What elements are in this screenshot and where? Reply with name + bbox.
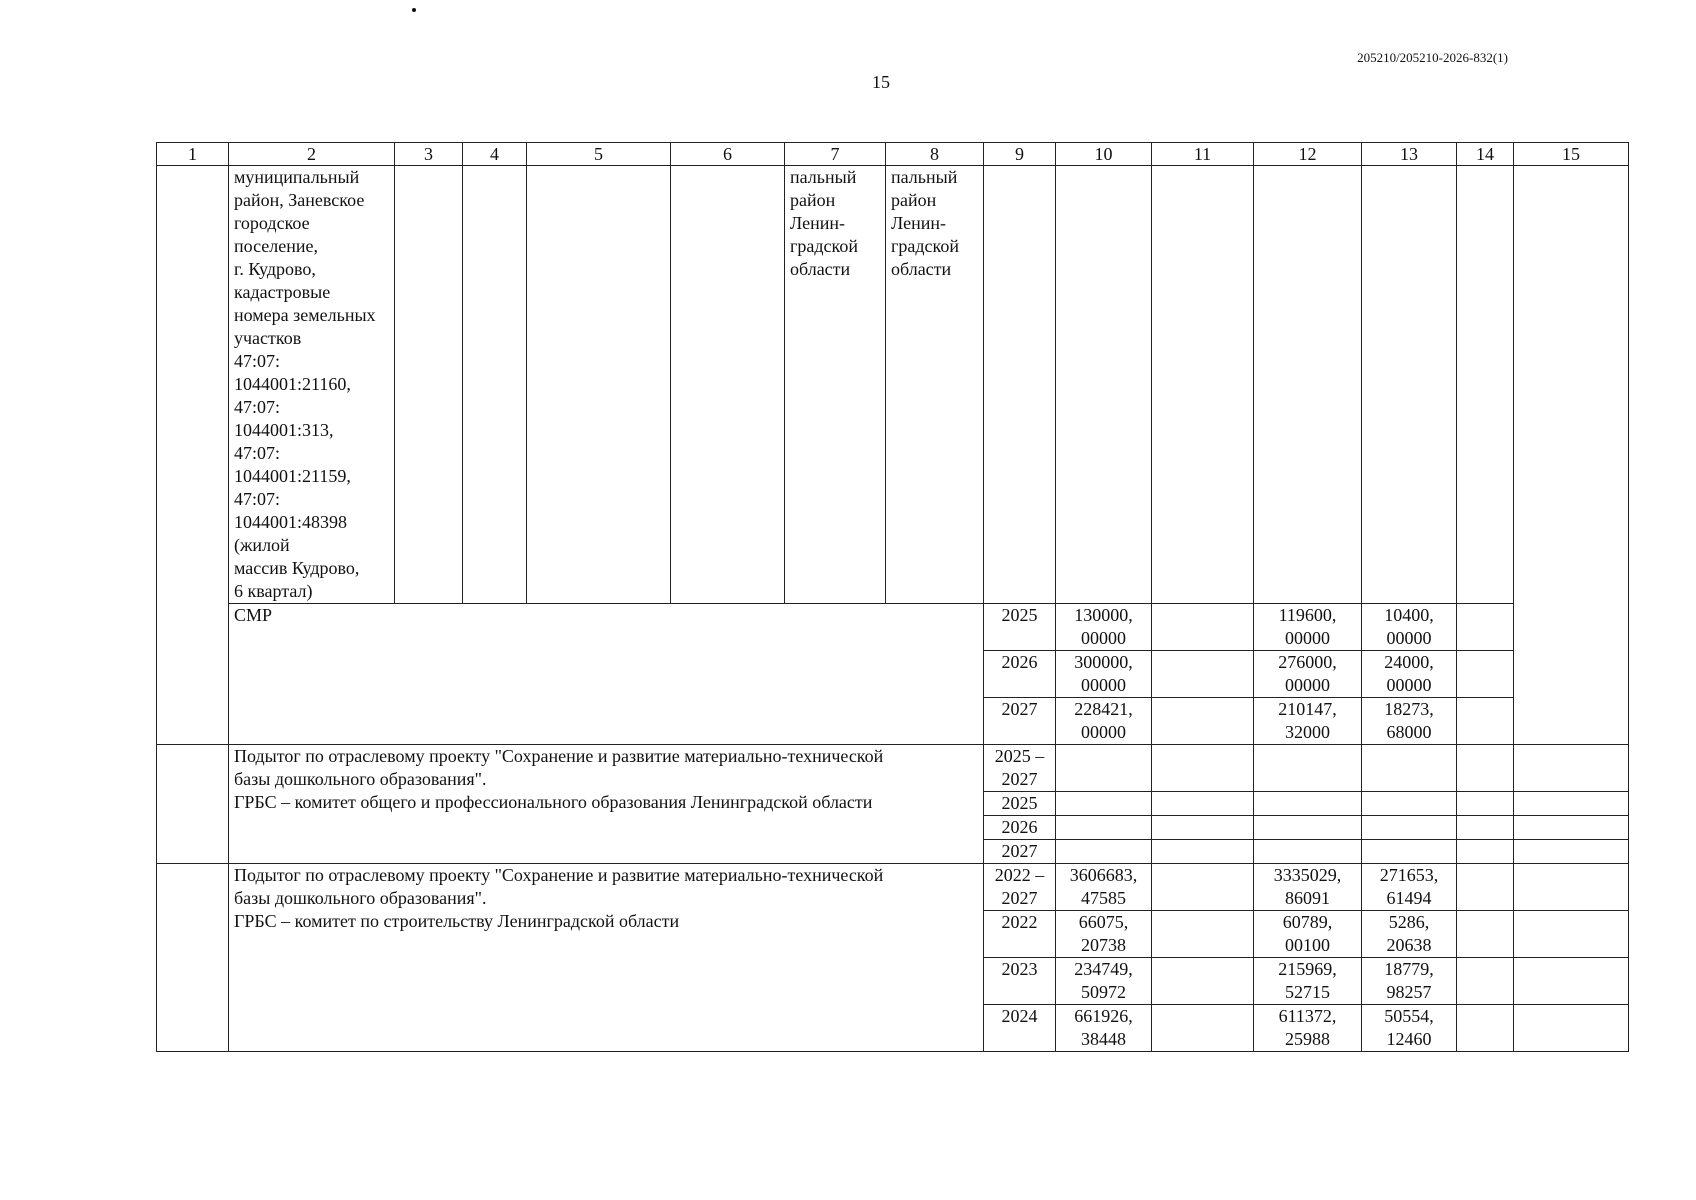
column-header-12: 12 <box>1254 143 1362 166</box>
cell-col3 <box>395 166 463 604</box>
cell-col13 <box>1362 745 1457 792</box>
subtotal-education-text: Подытог по отраслевому проекту "Сохранение и развитие материально-технической базы дошкольного образования". ГРБС – комитет общего и профессионального образования Ленинградской области <box>229 745 984 864</box>
cell-col11 <box>1152 864 1254 911</box>
cell-col14 <box>1457 958 1514 1005</box>
budget-table <box>156 142 1629 1052</box>
cell-col14 <box>1457 745 1514 792</box>
column-header-15: 15 <box>1514 143 1629 166</box>
cell-col15 <box>1514 745 1629 792</box>
cell-col14 <box>1457 792 1514 816</box>
regional-value: 215969, 52715 <box>1254 958 1362 1005</box>
municipality-col7: пальный район Ленин- градской области <box>785 166 886 604</box>
total-value: 300000, 00000 <box>1056 651 1152 698</box>
cell-col15 <box>1514 792 1629 816</box>
regional-value: 611372, 25988 <box>1254 1005 1362 1052</box>
cell-col1 <box>157 166 229 745</box>
column-header-11: 11 <box>1152 143 1254 166</box>
local-value: 10400, 00000 <box>1362 604 1457 651</box>
regional-value: 3335029, 86091 <box>1254 864 1362 911</box>
subtotal-construction-text: Подытог по отраслевому проекту "Сохранение и развитие материально-технической базы дошкольного образования". ГРБС – комитет по строительству Ленинградской области <box>229 864 984 1052</box>
local-value: 5286, 20638 <box>1362 911 1457 958</box>
cell-col10 <box>1056 816 1152 840</box>
local-value: 18779, 98257 <box>1362 958 1457 1005</box>
cell-col13 <box>1362 792 1457 816</box>
column-header-2: 2 <box>229 143 395 166</box>
column-header-9: 9 <box>984 143 1056 166</box>
local-value: 50554, 12460 <box>1362 1005 1457 1052</box>
table-row-subtotal-construction <box>157 864 1629 911</box>
cell-col11 <box>1152 911 1254 958</box>
cell-col14 <box>1457 166 1514 604</box>
cell-col10 <box>1056 792 1152 816</box>
column-header-14: 14 <box>1457 143 1514 166</box>
cell-col11 <box>1152 792 1254 816</box>
year-cell: 2027 <box>984 698 1056 745</box>
column-header-1: 1 <box>157 143 229 166</box>
cell-col12 <box>1254 166 1362 604</box>
cell-col14 <box>1457 911 1514 958</box>
cell-col13 <box>1362 166 1457 604</box>
year-cell: 2024 <box>984 1005 1056 1052</box>
cell-col11 <box>1152 840 1254 864</box>
column-header-7: 7 <box>785 143 886 166</box>
cell-col11 <box>1152 745 1254 792</box>
cell-col12 <box>1254 745 1362 792</box>
cell-col13 <box>1362 816 1457 840</box>
cell-col11 <box>1152 651 1254 698</box>
total-value: 228421, 00000 <box>1056 698 1152 745</box>
total-value: 130000, 00000 <box>1056 604 1152 651</box>
year-cell: 2025 <box>984 792 1056 816</box>
cell-col11 <box>1152 166 1254 604</box>
cell-col11 <box>1152 698 1254 745</box>
total-value: 3606683, 47585 <box>1056 864 1152 911</box>
cell-col11 <box>1152 1005 1254 1052</box>
cell-col14 <box>1457 816 1514 840</box>
cell-col14 <box>1457 864 1514 911</box>
cell-col14 <box>1457 651 1514 698</box>
local-value: 271653, 61494 <box>1362 864 1457 911</box>
column-header-3: 3 <box>395 143 463 166</box>
year-cell: 2025 – 2027 <box>984 745 1056 792</box>
regional-value: 60789, 00100 <box>1254 911 1362 958</box>
cell-col4 <box>463 166 527 604</box>
cell-col14 <box>1457 840 1514 864</box>
cell-col12 <box>1254 816 1362 840</box>
column-header-6: 6 <box>671 143 785 166</box>
cell-col15 <box>1514 958 1629 1005</box>
total-value: 661926, 38448 <box>1056 1005 1152 1052</box>
cell-col15 <box>1514 1005 1629 1052</box>
table-row-subtotal-education <box>157 745 1629 792</box>
cell-col12 <box>1254 840 1362 864</box>
table-row-object <box>157 166 1629 604</box>
column-header-8: 8 <box>886 143 984 166</box>
year-cell: 2027 <box>984 840 1056 864</box>
scan-speck <box>412 8 416 12</box>
local-value: 24000, 00000 <box>1362 651 1457 698</box>
regional-value: 276000, 00000 <box>1254 651 1362 698</box>
cell-col15 <box>1514 864 1629 911</box>
cell-col10 <box>1056 745 1152 792</box>
column-header-4: 4 <box>463 143 527 166</box>
year-cell: 2025 <box>984 604 1056 651</box>
cell-col11 <box>1152 604 1254 651</box>
table-row-smr <box>157 604 1629 651</box>
column-header-10: 10 <box>1056 143 1152 166</box>
column-header-5: 5 <box>527 143 671 166</box>
cell-col14 <box>1457 698 1514 745</box>
local-value: 18273, 68000 <box>1362 698 1457 745</box>
year-cell: 2022 <box>984 911 1056 958</box>
cell-col5 <box>527 166 671 604</box>
year-cell: 2023 <box>984 958 1056 1005</box>
cell-col15 <box>1514 816 1629 840</box>
cell-col11 <box>1152 958 1254 1005</box>
cell-col6 <box>671 166 785 604</box>
cell-col15 <box>1514 911 1629 958</box>
cell-col13 <box>1362 840 1457 864</box>
cell-col14 <box>1457 1005 1514 1052</box>
total-value: 66075, 20738 <box>1056 911 1152 958</box>
document-number: 205210/205210-2026-832(1) <box>1357 50 1508 65</box>
object-address: муниципальный район, Заневское городское поселение, г. Кудрово, кадастровые номера земельных участков 47:07: 1044001:21160, 47:07: 1044001:313, 47:07: 1044001:21159, 47:07: 1044001:48398 (жилой массив Кудрово, 6 квартал) <box>229 166 395 604</box>
total-value: 234749, 50972 <box>1056 958 1152 1005</box>
cell-col15 <box>1514 840 1629 864</box>
regional-value: 210147, 32000 <box>1254 698 1362 745</box>
page-number: 15 <box>872 72 890 92</box>
cell-col14 <box>1457 604 1514 651</box>
cell-col9 <box>984 166 1056 604</box>
column-number-row <box>157 143 1629 166</box>
smr-label: СМР <box>229 604 984 745</box>
cell-col1 <box>157 864 229 1052</box>
year-cell: 2026 <box>984 816 1056 840</box>
cell-col15 <box>1514 166 1629 745</box>
column-header-13: 13 <box>1362 143 1457 166</box>
year-cell: 2026 <box>984 651 1056 698</box>
cell-col1 <box>157 745 229 864</box>
municipality-col8: пальный район Ленин- градской области <box>886 166 984 604</box>
cell-col10 <box>1056 840 1152 864</box>
cell-col10 <box>1056 166 1152 604</box>
regional-value: 119600, 00000 <box>1254 604 1362 651</box>
year-cell: 2022 – 2027 <box>984 864 1056 911</box>
cell-col11 <box>1152 816 1254 840</box>
cell-col12 <box>1254 792 1362 816</box>
